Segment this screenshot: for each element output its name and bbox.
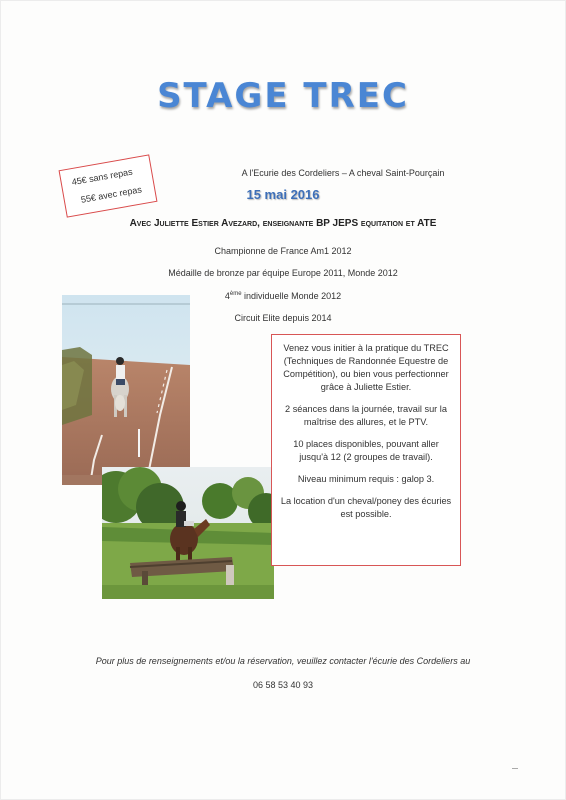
- info-paragraph-places: 10 places disponibles, pouvant aller jusqu'à 12 (2 groupes de travail).: [293, 439, 439, 462]
- contact-text: Pour plus de renseignements et/ou la réservation, veuillez contacter l'écurie des Cordeliers au: [95, 656, 471, 666]
- price-without-meal: 45€ sans repas: [70, 166, 134, 188]
- photo-rider-jump: [102, 467, 274, 599]
- venue-text: A l'Ecurie des Cordeliers – A cheval Saint-Pourçain: [241, 168, 445, 178]
- info-paragraph-sessions: 2 séances dans la journée, travail sur la maîtrise des allures, et le PTV.: [285, 404, 447, 427]
- info-paragraph-intro: Venez vous initier à la pratique du TREC (Techniques de Randonnée Equestre de Compétition), ou bien vous perfectionner grâce à Juliette Estier.: [283, 343, 449, 392]
- credential-elite: Circuit Elite depuis 2014: [234, 313, 332, 323]
- individual-rest: individuelle Monde 2012: [241, 291, 342, 301]
- photo-rider-slope: [62, 295, 190, 485]
- individual-rank-suffix: ème: [229, 291, 242, 297]
- credential-champion: Championne de France Am1 2012: [214, 246, 352, 256]
- instructor-line: Avec Juliette Estier Avezard, enseignante BP JEPS equitation et ATE: [129, 218, 437, 229]
- individual-rank: 4: [224, 291, 230, 301]
- flyer-title: STAGE TREC: [157, 76, 409, 116]
- credential-medal: Médaille de bronze par équipe Europe 2011, Monde 2012: [168, 268, 398, 278]
- price-with-meal: 55€ avec repas: [80, 184, 143, 205]
- info-paragraph-level: Niveau minimum requis : galop 3.: [297, 474, 435, 484]
- page-mark: [512, 768, 518, 769]
- info-paragraph-rental: La location d'un cheval/poney des écuries est possible.: [280, 496, 452, 519]
- info-box: [271, 334, 461, 566]
- event-date: 15 mai 2016: [246, 187, 320, 202]
- price-box: [59, 154, 158, 217]
- phone-number: 06 58 53 40 93: [252, 680, 314, 690]
